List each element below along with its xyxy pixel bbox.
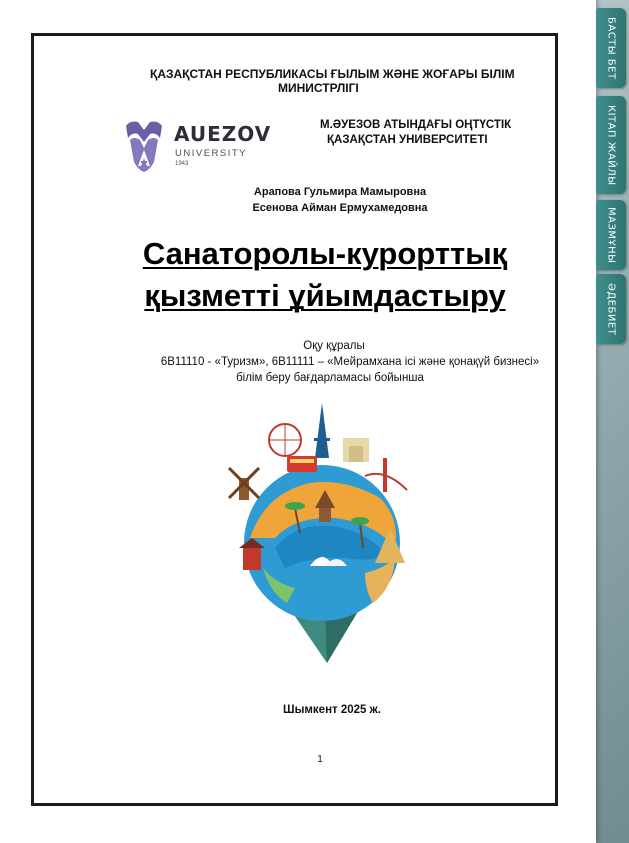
university-emblem-icon xyxy=(120,118,168,174)
publication-info xyxy=(100,338,560,386)
university-line-2: ҚАЗАҚСТАН УНИВЕРСИТЕТІ xyxy=(327,134,488,146)
tab-about-book-label: КІТАП ЖАЙЛЫ xyxy=(605,104,617,186)
ministry-heading xyxy=(150,67,530,95)
tab-about-book[interactable] xyxy=(596,96,626,194)
ministry-line-1: ҚАЗАҚСТАН РЕСПУБЛИКАСЫ ҒЫЛЫМ ЖӘНЕ ЖОҒАРЫ БІЛІМ xyxy=(150,67,515,81)
tab-literature-label: ӘДЕБИЕТ xyxy=(605,282,617,336)
book-title xyxy=(90,233,560,317)
title-line-2: қызметті ұйымдастыру xyxy=(144,278,506,313)
author-2: Есенова Айман Ермухамедовна xyxy=(252,202,428,214)
tab-home[interactable] xyxy=(596,8,626,88)
tab-contents-label: МАЗМҰНЫ xyxy=(605,206,617,264)
auezov-logo xyxy=(120,118,272,174)
title-line-1: Санаторолы-курорттық xyxy=(142,236,508,271)
authors xyxy=(230,184,450,216)
university-line-1: М.ӘУЕЗОВ АТЫНДАҒЫ ОҢТҮСТІК xyxy=(320,119,512,131)
globe-landmarks-image xyxy=(215,398,430,668)
program-codes: 6В11110 - «Туризм», 6В11111 – «Мейрамхана ісі және қонақүй бизнесі» xyxy=(160,356,540,368)
tab-home-label: БАСТЫ БЕТ xyxy=(605,16,617,80)
page-number: 1 xyxy=(317,754,323,765)
logo-wordmark: AUEZOV xyxy=(174,122,272,146)
author-1: Арапова Гульмира Мамыровна xyxy=(253,186,427,198)
program-basis: білім беру бағдарламасы бойынша xyxy=(236,372,424,384)
travel-globe-illustration xyxy=(215,398,430,668)
tab-literature[interactable] xyxy=(596,274,626,344)
tab-contents[interactable] xyxy=(596,200,626,270)
university-name xyxy=(320,118,560,148)
logo-subtitle: UNIVERSITY xyxy=(175,148,248,159)
logo-year: 1943 xyxy=(175,161,189,167)
ministry-line-2: МИНИСТРЛІГІ xyxy=(278,81,359,95)
city-year: Шымкент 2025 ж. xyxy=(283,704,381,716)
document-type: Оқу құралы xyxy=(303,340,365,352)
